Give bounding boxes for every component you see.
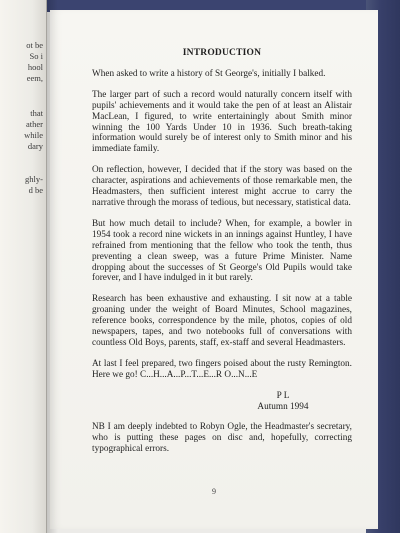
left-page-fragment: while: [24, 130, 43, 140]
left-page-fragment: that: [30, 108, 43, 118]
paragraph: The larger part of such a record would naturally concern itself with pupils' achievements and it would take the pen of at least an Alistair MacLean, I figured, to write entertainingly about Smith minor winning the 100 Yards Under 10 in 1936. Such breath-taking information would surely be of interest only to Smith minor and his immediate family.: [92, 89, 352, 155]
left-page-fragment: eem,: [26, 73, 43, 83]
left-page-fragment: ghly-: [25, 174, 43, 184]
paragraph: Research has been exhaustive and exhausting. I sit now at a table groaning under the weight of Board Minutes, School magazines, reference books, correspondence by the mile, photos, copies of old newspapers, tapes, and two notebooks full of conversations with countless Old Boys, parents, staff, ex-staff and several Headmasters.: [92, 294, 352, 348]
paragraph: At last I feel prepared, two fingers poised about the rusty Remington. Here we go! C...H...A...P...T...E...R O...N...E: [92, 358, 352, 380]
paragraph: On reflection, however, I decided that if the story was based on the character, aspirations and achievements of those remarkable men, the Headmasters, then sufficient interest might accrue to carry the narrative through the morass of tedious, but necessary, statistical data.: [92, 165, 352, 208]
page-title: INTRODUCTION: [182, 48, 262, 58]
left-page-fragment: ot be: [26, 40, 43, 50]
footnote: NB I am deeply indebted to Robyn Ogle, the Headmaster's secretary, who is putting these pages on disc and, hopefully, correcting typographical errors.: [92, 422, 352, 455]
left-page-fragment: ather: [26, 119, 43, 129]
left-page-fragment: So i: [29, 51, 43, 61]
document-page: [50, 10, 378, 529]
signature-initials: P L: [276, 390, 290, 401]
left-page-edge: [0, 0, 47, 533]
left-page-fragment: dary: [27, 141, 43, 151]
signature-block: [92, 391, 352, 413]
left-page-fragment: hool: [27, 62, 43, 72]
paragraph: But how much detail to include? When, for example, a bowler in 1954 took a record nine wickets in an innings against Huntley, I have refrained from mentioning that the fellow who took the tenth, thus preventing a clean sweep, was a future Prime Minister. Name dropping about the successes of St George's Old Pupils would take forever, and I have indulged in it but rarely.: [92, 218, 352, 284]
signature-date: Autumn 1994: [257, 401, 309, 412]
page-number: 9: [212, 487, 216, 496]
paragraph: When asked to write a history of St George's, initially I balked.: [92, 68, 326, 79]
page-content: [92, 48, 352, 465]
left-page-fragment: d be: [28, 185, 43, 195]
